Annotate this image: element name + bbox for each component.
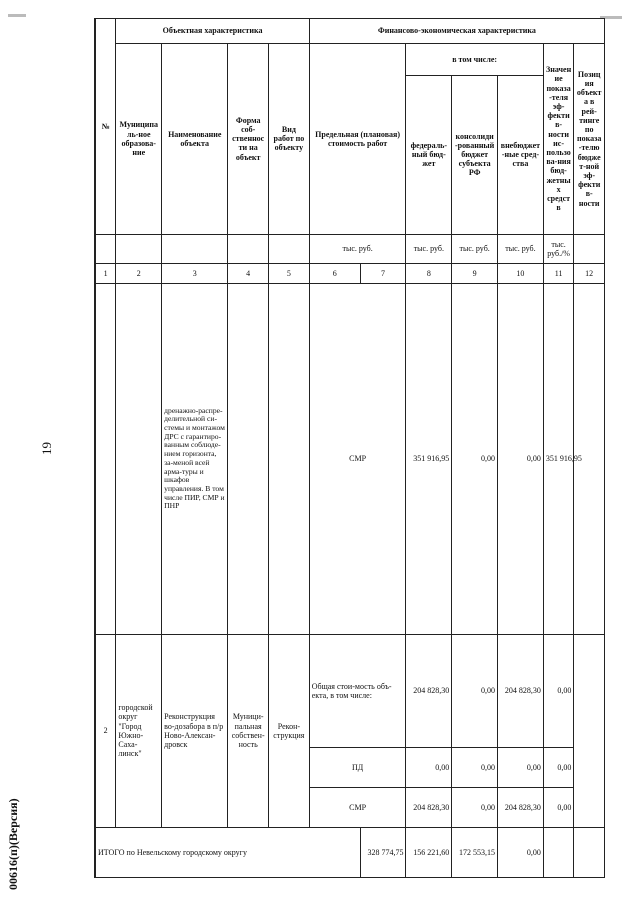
ownership-form: Муници-пальная собствен-ность — [228, 634, 269, 827]
colnum-1: 1 — [96, 263, 116, 283]
colnum-7: 7 — [360, 263, 406, 283]
col-num-header: № — [96, 19, 116, 235]
col-value-header: Значение показа-теля эф-фектив-ности ис-пользова-ния бюд-жетных средств — [543, 44, 574, 234]
col-limit-cost-header: Предельная (плановая) стоимость работ — [309, 44, 406, 234]
page-number: 19 — [39, 442, 54, 455]
consolidated-budget: 0,00 — [498, 747, 544, 787]
total-cost: 351 916,95 — [406, 283, 452, 634]
unit-total: тыс. руб. — [309, 234, 406, 263]
unit-consolidated: тыс. руб. — [452, 234, 498, 263]
total-cost: 328 774,75 — [360, 827, 406, 877]
unit-federal: тыс. руб. — [406, 234, 452, 263]
total-label: ИТОГО по Невельскому городскому округу — [96, 827, 361, 877]
object-name-continuation: дренажно-распре-делительной си-стемы и монтажом ДРС с гарантиро-ванным соблюде-нием горизонта, за-меной всей арма-туры и шкафов управления. В том числе ПИР, СМР и ПНР — [162, 283, 228, 634]
total-cost: 204 828,30 — [406, 787, 452, 827]
colnum-3: 3 — [162, 263, 228, 283]
unit-extrabudget: тыс. руб. — [498, 234, 544, 263]
colnum-6: 6 — [309, 263, 360, 283]
federal-budget: 0,00 — [452, 283, 498, 634]
header-groups-row — [96, 19, 605, 44]
extra-budget: 0,00 — [543, 634, 574, 747]
colnum-8: 8 — [406, 263, 452, 283]
group-finance-header: Финансово-экономическая характеристика — [309, 19, 604, 44]
col-name-header: Наименование объекта — [162, 44, 228, 234]
extra-budget: 0,00 — [543, 747, 574, 787]
investment-table — [95, 18, 605, 878]
group-object-header: Объектная характеристика — [116, 19, 309, 44]
footer-code: 00616(п)(Версия) — [6, 798, 20, 890]
investment-table-container — [94, 18, 605, 878]
work-subtype: СМР — [309, 283, 406, 634]
work-subtype: СМР — [309, 787, 406, 827]
col-position-header: Позиция объекта в рей-тинге по показа-телю бюджет-ной эф-фектив-ности — [574, 44, 605, 234]
colnum-12: 12 — [574, 263, 605, 283]
colnum-11: 11 — [543, 263, 574, 283]
col-federal-header: федераль-ный бюд-жет — [406, 75, 452, 234]
in-that-number-header: в том числе: — [406, 44, 543, 76]
header-subgroup-row — [96, 44, 605, 76]
colnum-4: 4 — [228, 263, 269, 283]
col-worktype-header: Вид работ по объекту — [269, 44, 310, 234]
colnum-2: 2 — [116, 263, 162, 283]
federal-budget: 0,00 — [452, 787, 498, 827]
total-cost: 204 828,30 — [406, 634, 452, 747]
col-ownership-header: Форма соб-ственности на объект — [228, 44, 269, 234]
municipality: городской округ "Город Южно-Саха-линск" — [116, 634, 162, 827]
object-name: Реконструкция во-дозабора в п/р Ново-Алексан-дровск — [162, 634, 228, 827]
colnum-9: 9 — [452, 263, 498, 283]
extra-budget: 0,00 — [543, 787, 574, 827]
column-numbers-row — [96, 263, 605, 283]
federal-budget: 156 221,60 — [406, 827, 452, 877]
work-subtype: ПД — [309, 747, 406, 787]
consolidated-budget: 172 553,15 — [452, 827, 498, 877]
colnum-5: 5 — [269, 263, 310, 283]
table-row — [96, 634, 605, 747]
work-type: Рекон-струкция — [269, 634, 310, 827]
total-cost: 0,00 — [406, 747, 452, 787]
extra-budget: 351 916,95 — [543, 283, 574, 634]
consolidated-budget: 204 828,30 — [498, 634, 544, 747]
colnum-10: 10 — [498, 263, 544, 283]
col-extrabudget-header: внебюджет-ные сред-ства — [498, 75, 544, 234]
consolidated-budget: 204 828,30 — [498, 787, 544, 827]
units-row — [96, 234, 605, 263]
scan-mark — [8, 14, 26, 17]
unit-value: тыс. руб./% — [543, 234, 574, 263]
col-consolidated-header: консолиди-рованный бюджет субъекта РФ — [452, 75, 498, 234]
extra-budget: 0,00 — [498, 827, 544, 877]
col-municipality-header: Муниципаль-ное образова-ние — [116, 44, 162, 234]
consolidated-budget: 0,00 — [498, 283, 544, 634]
work-subtype: Общая стои-мость объ-екта, в том числе: — [309, 634, 406, 747]
federal-budget: 0,00 — [452, 747, 498, 787]
row-number: 2 — [96, 634, 116, 827]
table-row — [96, 283, 605, 634]
federal-budget: 0,00 — [452, 634, 498, 747]
total-row — [96, 827, 605, 877]
